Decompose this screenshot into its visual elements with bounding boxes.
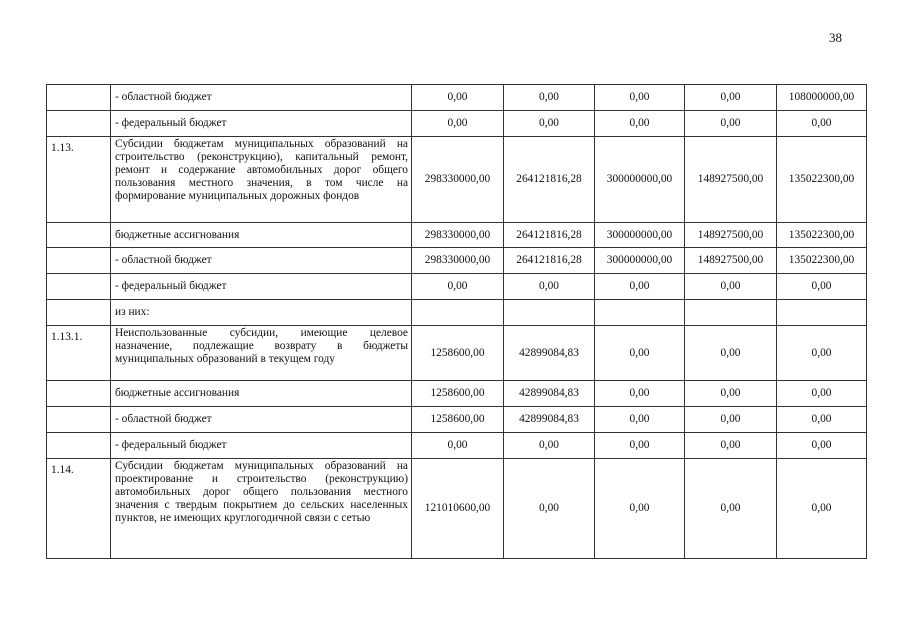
value-cell: 0,00 [504,459,595,559]
value-cell: 300000000,00 [595,223,685,248]
row-number [47,381,111,407]
value-cell: 298330000,00 [412,137,504,223]
table-row [47,223,867,248]
page-number: 38 [829,30,842,45]
row-description: - областной бюджет [111,248,412,274]
row-number [47,300,111,326]
table-row [47,433,867,459]
value-cell: 0,00 [685,459,777,559]
budget-table [46,84,867,559]
value-cell: 1258600,00 [412,407,504,433]
value-cell: 0,00 [412,274,504,300]
value-cell: 135022300,00 [777,137,867,223]
value-cell: 0,00 [777,407,867,433]
value-cell: 0,00 [685,407,777,433]
value-cell: 0,00 [777,459,867,559]
value-cell: 42899084,83 [504,381,595,407]
table-row [47,407,867,433]
table-row [47,274,867,300]
value-cell: 0,00 [595,459,685,559]
value-cell [685,300,777,326]
row-description: - федеральный бюджет [111,274,412,300]
value-cell [595,300,685,326]
value-cell: 148927500,00 [685,248,777,274]
value-cell: 0,00 [595,433,685,459]
value-cell: 0,00 [685,274,777,300]
value-cell [504,300,595,326]
value-cell: 264121816,28 [504,248,595,274]
row-number [47,407,111,433]
value-cell: 148927500,00 [685,223,777,248]
value-cell: 0,00 [595,407,685,433]
row-number [47,433,111,459]
table-row [47,111,867,137]
table-row [47,459,867,559]
value-cell: 298330000,00 [412,223,504,248]
row-description: Субсидии бюджетам муниципальных образований на строительство (реконструкцию), капитальный ремонт, ремонт и содержание автомобильных дорог общего пользования местного значения, в том числе на формирование муниципальных дорожных фондов [111,137,412,223]
row-description: - федеральный бюджет [111,111,412,137]
value-cell: 0,00 [504,111,595,137]
value-cell [777,300,867,326]
row-number [47,111,111,137]
value-cell: 0,00 [595,381,685,407]
row-number: 1.14. [47,459,111,559]
value-cell: 0,00 [777,433,867,459]
value-cell: 42899084,83 [504,407,595,433]
table-row [47,300,867,326]
value-cell: 135022300,00 [777,223,867,248]
value-cell: 0,00 [595,326,685,381]
table-row [47,85,867,111]
row-description: бюджетные ассигнования [111,381,412,407]
row-number: 1.13.1. [47,326,111,381]
value-cell: 0,00 [777,326,867,381]
value-cell: 0,00 [595,85,685,111]
row-description: бюджетные ассигнования [111,223,412,248]
table-row [47,248,867,274]
row-number [47,274,111,300]
value-cell: 0,00 [685,381,777,407]
value-cell: 0,00 [685,111,777,137]
value-cell: 0,00 [685,326,777,381]
row-number [47,248,111,274]
value-cell: 298330000,00 [412,248,504,274]
value-cell: 0,00 [595,111,685,137]
value-cell: 300000000,00 [595,137,685,223]
value-cell: 0,00 [595,274,685,300]
table-row [47,326,867,381]
value-cell: 0,00 [504,274,595,300]
value-cell: 1258600,00 [412,326,504,381]
value-cell: 0,00 [412,111,504,137]
row-description: - областной бюджет [111,407,412,433]
row-description: Субсидии бюджетам муниципальных образований на проектирование и строительство (реконструкцию) автомобильных дорог общего пользования местного значения с твердым покрытием до сельских населенных пунктов, не имеющих круглогодичной связи с сетью [111,459,412,559]
value-cell: 0,00 [504,85,595,111]
value-cell: 0,00 [685,433,777,459]
value-cell: 0,00 [777,381,867,407]
value-cell: 0,00 [777,274,867,300]
row-number [47,85,111,111]
value-cell: 148927500,00 [685,137,777,223]
row-description: из них: [111,300,412,326]
value-cell: 0,00 [685,85,777,111]
value-cell: 135022300,00 [777,248,867,274]
value-cell: 1258600,00 [412,381,504,407]
table-row [47,381,867,407]
row-number [47,223,111,248]
value-cell: 300000000,00 [595,248,685,274]
value-cell: 0,00 [777,111,867,137]
value-cell: 108000000,00 [777,85,867,111]
value-cell: 0,00 [504,433,595,459]
value-cell: 0,00 [412,85,504,111]
table-row [47,137,867,223]
row-description: - федеральный бюджет [111,433,412,459]
row-description: Неиспользованные субсидии, имеющие целевое назначение, подлежащие возврату в бюджеты муниципальных образований в текущем году [111,326,412,381]
value-cell: 0,00 [412,433,504,459]
value-cell: 121010600,00 [412,459,504,559]
row-description: - областной бюджет [111,85,412,111]
value-cell: 264121816,28 [504,223,595,248]
value-cell [412,300,504,326]
row-number: 1.13. [47,137,111,223]
value-cell: 42899084,83 [504,326,595,381]
value-cell: 264121816,28 [504,137,595,223]
